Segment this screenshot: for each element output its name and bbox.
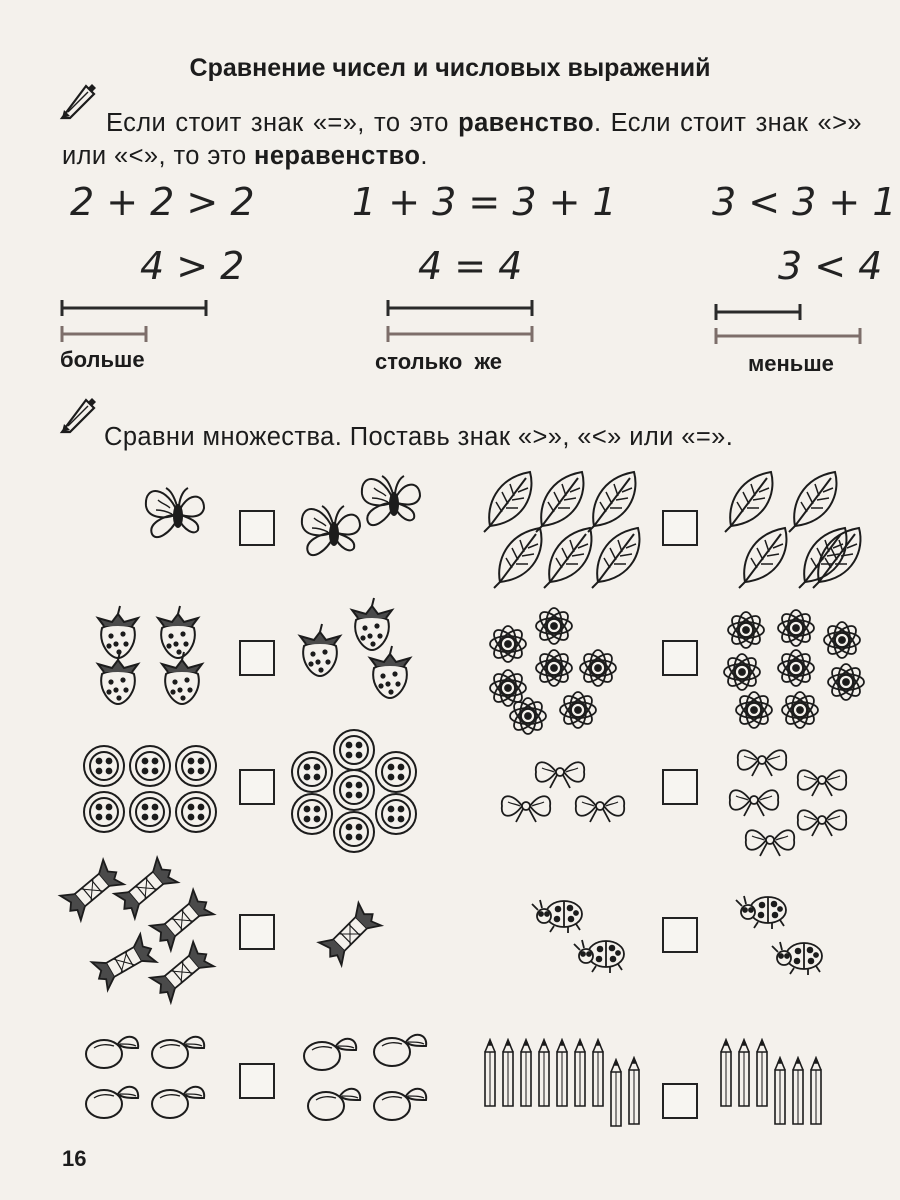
strawberry-icon xyxy=(162,652,202,704)
button-icon xyxy=(334,770,374,810)
answer-box[interactable] xyxy=(662,917,698,953)
ladybug-icon xyxy=(736,896,786,929)
flower-set xyxy=(484,606,624,731)
example-expression: 3 < 3 + 1 xyxy=(712,180,897,224)
colored-pencil-icon xyxy=(593,1040,603,1106)
strawberry-set xyxy=(292,598,427,710)
colored-pencil-icon xyxy=(757,1040,767,1106)
button-icon xyxy=(292,794,332,834)
button-icon xyxy=(84,792,124,832)
colored-pencil-icon xyxy=(611,1060,621,1126)
segment-short xyxy=(716,304,800,320)
answer-box[interactable] xyxy=(239,640,275,676)
plum-icon xyxy=(86,1087,138,1118)
flower-icon xyxy=(736,692,773,729)
button-icon xyxy=(176,792,216,832)
answer-box[interactable] xyxy=(662,640,698,676)
pencil-icon xyxy=(60,412,104,446)
leaf-icon xyxy=(813,528,860,588)
flower-icon xyxy=(824,622,861,659)
strawberry-icon xyxy=(370,646,410,698)
bow-set xyxy=(496,756,636,836)
colored-pencil-icon xyxy=(557,1040,567,1106)
flower-icon xyxy=(490,670,527,707)
plum-icon xyxy=(304,1039,356,1070)
colored-pencil-icon xyxy=(575,1040,585,1106)
flower-icon xyxy=(778,650,815,687)
caption-more: больше xyxy=(60,347,145,372)
flower-icon xyxy=(728,612,765,649)
segment-short xyxy=(62,326,146,342)
ladybug-set xyxy=(718,882,838,982)
button-icon xyxy=(130,746,170,786)
leaf-icon xyxy=(592,528,639,588)
colored-pencil-icon xyxy=(521,1040,531,1106)
answer-box[interactable] xyxy=(662,769,698,805)
ladybug-set xyxy=(520,884,640,984)
candy-icon xyxy=(149,940,216,1003)
bow-set xyxy=(726,744,866,859)
plum-icon xyxy=(86,1037,138,1068)
flower-icon xyxy=(560,692,597,729)
intro-text-3: . xyxy=(420,142,428,170)
example-result: 4 > 2 xyxy=(140,244,245,288)
flower-icon xyxy=(782,692,819,729)
button-set xyxy=(82,742,222,838)
bow-icon xyxy=(502,796,550,822)
candy-set xyxy=(306,890,396,980)
intro-text-1: Если стоит знак «=», то это xyxy=(106,109,459,137)
plum-icon xyxy=(374,1089,426,1120)
strawberry-icon xyxy=(300,624,340,676)
button-icon xyxy=(376,794,416,834)
plum-icon xyxy=(374,1035,426,1066)
bow-icon xyxy=(746,830,794,856)
strawberry-set xyxy=(92,606,212,710)
leaf-icon xyxy=(739,528,786,588)
ladybug-icon xyxy=(772,942,822,975)
button-icon xyxy=(176,746,216,786)
colored-pencil-set xyxy=(714,1036,834,1136)
bow-icon xyxy=(798,810,846,836)
leaf-icon xyxy=(536,472,583,532)
butterfly-icon xyxy=(362,476,420,525)
colored-pencil-icon xyxy=(539,1040,549,1106)
colored-pencil-icon xyxy=(721,1040,731,1106)
example-result: 4 = 4 xyxy=(418,244,523,288)
colored-pencil-icon xyxy=(629,1058,639,1124)
segment-long xyxy=(388,326,532,342)
colored-pencil-icon xyxy=(775,1058,785,1124)
answer-box[interactable] xyxy=(239,1063,275,1099)
colored-pencil-set xyxy=(482,1036,647,1136)
segment-long xyxy=(388,300,532,316)
colored-pencil-icon xyxy=(811,1058,821,1124)
answer-box[interactable] xyxy=(239,914,275,950)
leaf-icon xyxy=(544,528,591,588)
intro-paragraph xyxy=(62,107,862,173)
butterfly-set xyxy=(290,470,420,570)
button-icon xyxy=(292,752,332,792)
flower-icon xyxy=(580,650,617,687)
flower-icon xyxy=(828,664,865,701)
candy-set xyxy=(48,856,228,1001)
plum-icon xyxy=(152,1087,204,1118)
leaf-icon xyxy=(494,528,541,588)
candy-icon xyxy=(113,856,180,919)
butterfly-icon xyxy=(146,488,204,537)
task-instruction: Сравни множества. Поставь знак «>», «<» или «=». xyxy=(104,423,734,451)
flower-set xyxy=(720,606,865,731)
leaf-icon xyxy=(484,472,531,532)
keyword-equality: равенство xyxy=(458,109,594,137)
leaf-icon xyxy=(588,472,635,532)
keyword-inequality: неравенство xyxy=(254,142,421,170)
flower-icon xyxy=(536,650,573,687)
answer-box[interactable] xyxy=(662,1083,698,1119)
segment-long xyxy=(62,300,206,316)
candy-icon xyxy=(149,888,216,951)
ladybug-icon xyxy=(532,900,582,933)
leaf-set xyxy=(480,466,650,591)
butterfly-icon xyxy=(302,506,360,555)
button-set xyxy=(288,728,423,853)
bow-icon xyxy=(730,790,778,816)
flower-icon xyxy=(724,654,761,691)
strawberry-icon xyxy=(352,598,392,650)
colored-pencil-icon xyxy=(503,1040,513,1106)
answer-box[interactable] xyxy=(239,510,275,546)
answer-box[interactable] xyxy=(662,510,698,546)
candy-icon xyxy=(90,933,158,991)
intro-text-2: . Если стоит знак «>» или «<», то это xyxy=(62,109,862,170)
leaf-icon xyxy=(725,472,772,532)
bow-icon xyxy=(738,750,786,776)
candy-icon xyxy=(59,858,126,921)
strawberry-icon xyxy=(98,606,138,658)
segment-long xyxy=(716,328,860,344)
strawberry-icon xyxy=(158,606,198,658)
button-icon xyxy=(84,746,124,786)
bow-icon xyxy=(798,770,846,796)
strawberry-icon xyxy=(98,652,138,704)
page-title: Сравнение чисел и числовых выражений xyxy=(189,54,711,82)
candy-icon xyxy=(317,901,382,966)
caption-same: столько же xyxy=(375,349,503,374)
colored-pencil-icon xyxy=(793,1058,803,1124)
flower-icon xyxy=(490,626,527,663)
answer-box[interactable] xyxy=(239,769,275,805)
length-segments xyxy=(56,296,866,346)
plum-set xyxy=(78,1026,228,1126)
page-number: 16 xyxy=(62,1146,87,1171)
example-expression: 1 + 3 = 3 + 1 xyxy=(352,180,617,224)
butterfly-set xyxy=(130,476,220,556)
flower-icon xyxy=(536,608,573,645)
bow-icon xyxy=(536,762,584,788)
colored-pencil-icon xyxy=(485,1040,495,1106)
ladybug-icon xyxy=(574,940,624,973)
plum-icon xyxy=(152,1037,204,1068)
flower-icon xyxy=(778,610,815,647)
button-icon xyxy=(376,752,416,792)
button-icon xyxy=(334,730,374,770)
flower-icon xyxy=(510,698,547,735)
button-icon xyxy=(130,792,170,832)
example-result: 3 < 4 xyxy=(778,244,883,288)
button-icon xyxy=(334,812,374,852)
colored-pencil-icon xyxy=(739,1040,749,1106)
plum-icon xyxy=(308,1089,360,1120)
example-expression: 2 + 2 > 2 xyxy=(70,180,255,224)
leaf-set-extra xyxy=(815,520,865,580)
caption-less: меньше xyxy=(748,351,834,376)
plum-set xyxy=(296,1026,446,1126)
bow-icon xyxy=(576,796,624,822)
